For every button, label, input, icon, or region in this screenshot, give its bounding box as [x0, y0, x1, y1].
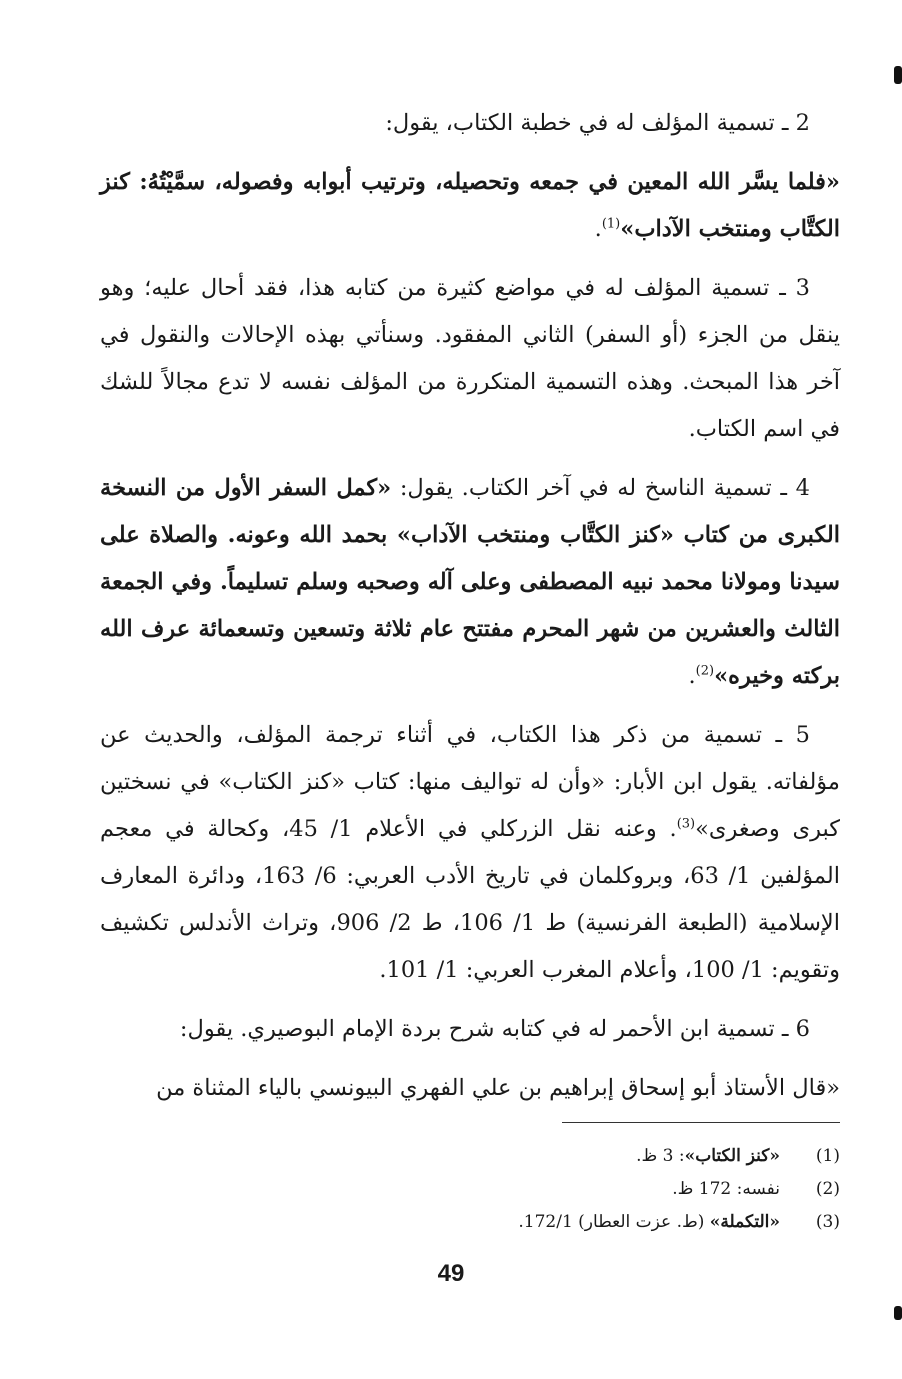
main-text: [100, 100, 840, 1124]
paragraph-tail: .: [688, 663, 696, 689]
page-number: 49: [437, 1260, 465, 1287]
footnote-body: : 3 ظ.: [636, 1146, 685, 1166]
paragraph-4: [100, 465, 840, 700]
quote-text: «كمل السفر الأول من النسخة الكبرى من كتاب «كنز الكتَّاب ومنتخب الآداب» بحمد الله وعونه. والصلاة على سيدنا ومولانا محمد نبيه المصطفى وعلى آله وصحبه وسلم تسليماً. وفي الجمعة الثالث والعشرين من شهر المحرم مفتتح عام ثلاثة وتسعين وتسعمائة عرف الله بركته وخيره»: [100, 475, 840, 689]
paragraph-2: [100, 100, 840, 147]
footnote-body: نفسه: 172 ظ.: [672, 1179, 780, 1199]
footnotes: [280, 1140, 840, 1239]
footnote-number: (1): [815, 1146, 840, 1166]
footnote-title: «كنز الكتاب»: [684, 1146, 780, 1166]
paragraph-text: 2 ـ تسمية المؤلف له في خطبة الكتاب، يقول:: [385, 110, 810, 136]
footnote-number: (3): [815, 1212, 840, 1232]
footnote-body: (ط. عزت العطار) 172/1.: [518, 1212, 710, 1232]
footnote-number: (2): [815, 1179, 840, 1199]
footnote-ref: (1): [601, 216, 621, 232]
footnote-ref: (2): [695, 663, 715, 679]
paragraph-tail: . وعنه نقل الزركلي في الأعلام 1/ 45، وكحالة في معجم المؤلفين 1/ 63، وبروكلمان في تاريخ الأدب العربي: 6/ 163، ودائرة المعارف الإسلامية (الطبعة الفرنسية) ط 1/ 106، ط 2/ 906، وتراث الأندلس تكشيف وتقويم: 1/ 100، وأعلام المغرب العربي: 1/ 101.: [100, 816, 841, 983]
quote-text: «فلما يسَّر الله المعين في جمعه وتحصيله، وترتيب أبوابه وفصوله، سمَّيْتُهُ: كنز الكتَّاب ومنتخب الآداب»: [100, 169, 840, 242]
paragraph-text: 5 ـ تسمية من ذكر هذا الكتاب، في أثناء ترجمة المؤلف، والحديث عن مؤلفاته. يقول ابن الأبار: «وأن له تواليف منها: كتاب «كنز الكتاب» في نسختين كبرى وصغرى»: [100, 722, 841, 842]
paragraph-text: 6 ـ تسمية ابن الأحمر له في كتابه شرح بردة الإمام البوصيري. يقول:: [179, 1016, 810, 1042]
paragraph-quote-1: [100, 159, 840, 253]
footnote-text: [672, 1173, 780, 1206]
footnote-1: [280, 1140, 840, 1173]
footnote-3: [280, 1206, 840, 1239]
footnote-text: [518, 1206, 780, 1239]
paragraph-5: [100, 712, 840, 994]
scan-edge-mark-top: [894, 66, 902, 84]
paragraph-text: 3 ـ تسمية المؤلف له في مواضع كثيرة من كتابه هذا، فقد أحال عليه؛ وهو ينقل من الجزء (أو السفر) الثاني المفقود. وسنأتي بهذه الإحالات والنقول في آخر هذا المبحث. وهذه التسمية المتكررة من المؤلف نفسه لا تدع مجالاً للشك في اسم الكتاب.: [100, 275, 840, 442]
footnote-ref: (3): [676, 816, 696, 832]
footnote-2: [280, 1173, 840, 1206]
paragraph-tail: .: [594, 216, 602, 242]
scan-edge-mark-bottom: [894, 1306, 902, 1320]
footnote-divider: [562, 1122, 840, 1123]
paragraph-3: [100, 265, 840, 453]
footnote-title: «التكملة»: [709, 1212, 780, 1232]
footnote-text: [636, 1140, 780, 1173]
paragraph-quote-2: [100, 1065, 840, 1112]
paragraph-6: [100, 1006, 840, 1053]
paragraph-text: 4 ـ تسمية الناسخ له في آخر الكتاب. يقول:: [391, 475, 810, 501]
paragraph-text: «قال الأستاذ أبو إسحاق إبراهيم بن علي الفهري البيونسي بالياء المثناة من: [156, 1075, 840, 1101]
